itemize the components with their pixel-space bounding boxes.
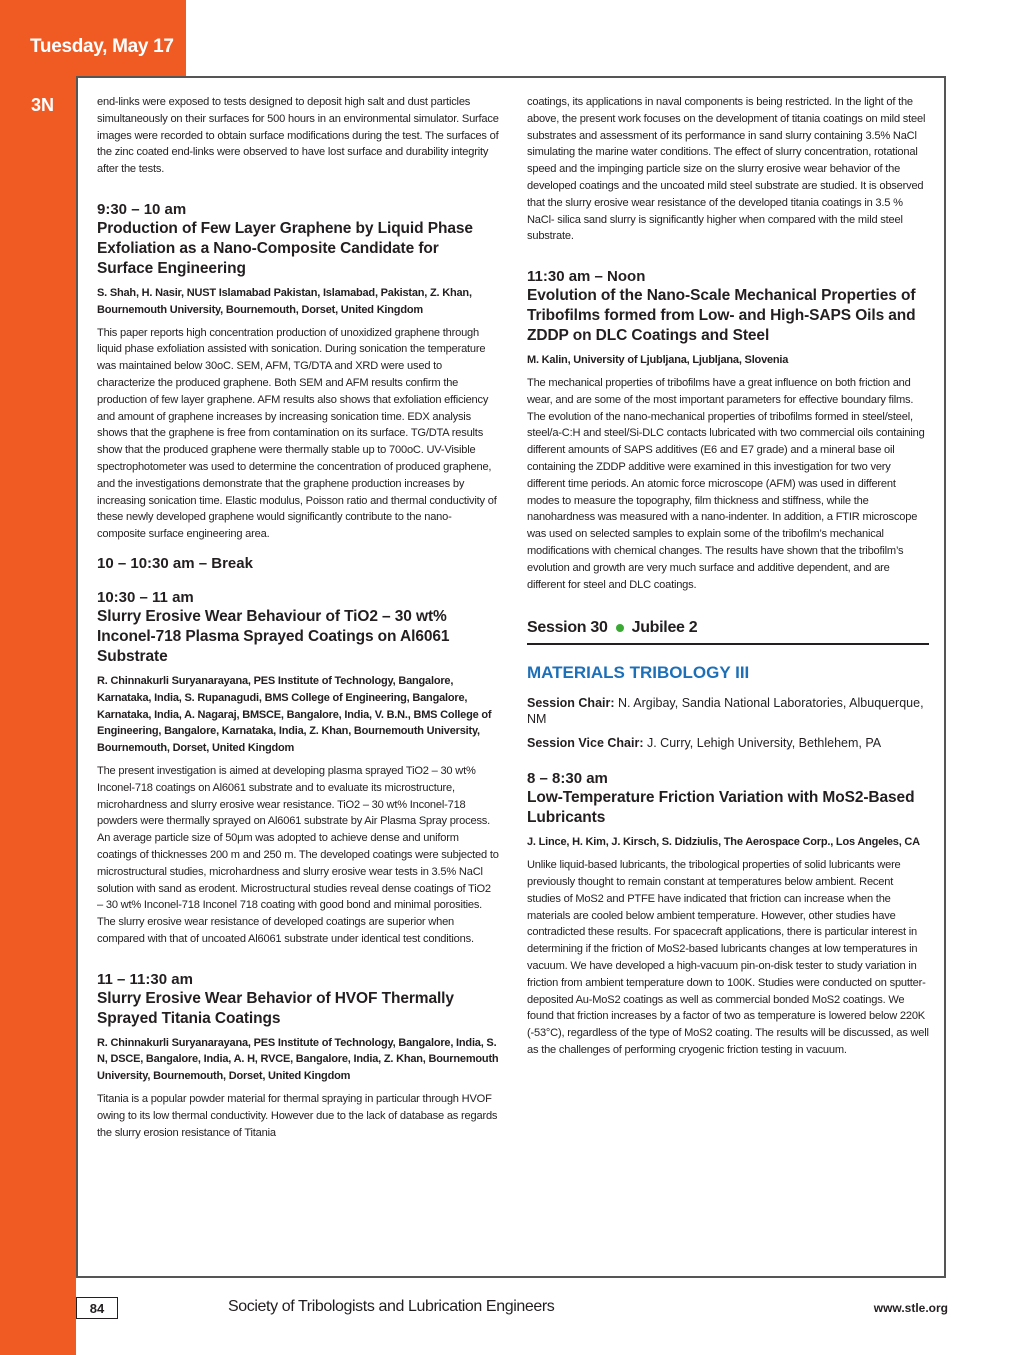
talk-abstract: Titania is a popular powder material for thermal spraying in particular through HVOF owing to its low thermal conductivity. However due to the lack of database as regards the slurry erosion resistance of Titania <box>97 1093 498 1139</box>
talk-abstract: The present investigation is aimed at developing plasma sprayed TiO2 – 30 wt% Inconel-718 coatings on Al6061 substrate and to evaluate its microstructure, microhardness and slurry erosive wear resistance. TiO2 – 30 wt% Inconel-718 powders were thermally sprayed on Al6061 substrate by Air Plasma Spray process. An average particle size of 50μm was adopted to achieve dense and uniform coatings of thicknesses 200 m and 250 m. The developed coatings were subjected to microstructural studies, microhardness and slurry erosive wear tests in 3.5% NaCl solution with sand as erodent. Microstructural studies reveal dense coatings of TiO2 – 30 wt% Inconel-718 Inconel 718 coating with good bond and minimal porosities. The slurry erosive wear resistance of developed coatings are superior when compared with that of uncoated Al6061 substrate under identical test conditions. <box>97 764 499 945</box>
session-room: Jubilee 2 <box>631 619 698 637</box>
session-title: MATERIALS TRIBOLOGY III <box>527 663 750 683</box>
session-vice-chair-name: J. Curry, Lehigh University, Bethlehem, PA <box>646 736 882 751</box>
continued-text: coatings, its applications in naval components is being restricted. In the light of the above, the present work focuses on the development of titania coatings on mild steel substrates and assessment of its performance in sand slurry containing 3.5% NaCl simulating the marine water conditions. The effect of slurry concentration, rotational speed and the impinging particle size on the slurry erosive wear behavior of the developed coatings and the uncoated mild steel substrate are studied. It is observed that the slurry erosive wear resistance of the developed titania coatings in 3.5 % NaCl- silica sand slurry is significantly higher when compared with the mild steel substrate. <box>527 96 926 243</box>
day-label: Tuesday, May 17 <box>30 36 174 57</box>
footer-url[interactable]: www.stle.org <box>873 1301 948 1315</box>
talk-time: 11:30 am – Noon <box>527 268 646 286</box>
left-column <box>97 94 499 1153</box>
talk-abstract: This paper reports high concentration production of unoxidized graphene through liquid phase exfoliation assisted with sonication. During sonication the temperature was maintained below 30oC. SEM, AFM, TG/DTA and XRD were used to characterize the produced graphene. Both SEM and AFM results confirm the production of few layer graphene. AFM results also shows that exfoliation efficiency and amount of graphene increases by increasing sonication time. EDX analysis shows that the graphene is free from contamination on its surface. TG/DTA results show that the produced graphene were thermally stable up to 700oC. UV-Visible spectrophotometer was used to determine the concentration of produced graphene, and the investigations demonstrate that the graphene production increases by increasing sonication time. Elastic modulus, Poisson ratio and thermal conductivity of these newly developed graphene would significantly contribute to the nano-composite surface engineering area. <box>97 326 497 541</box>
talk-authors: S. Shah, H. Nasir, NUST Islamabad Pakistan, Islamabad, Pakistan, Z. Khan, Bournemouth University, Bournemouth, Dorset, United Kingdom <box>97 286 472 316</box>
talk-abstract: Unlike liquid-based lubricants, the tribological properties of solid lubricants were previously thought to remain constant at temperatures below ambient. Recent studies of MoS2 and PTFE have indicated that friction can increase when the materials are cooled below ambient temperature. However, other studies have contradicted these results. For spacecraft applications, there is particular interest in determining if the friction of MoS2-based lubricants changes at low temperatures in vacuum. We have developed a high-vacuum pin-on-disk tester to study variation in friction from ambient temperature down to 100K. Studies were conducted on sputter-deposited Au-MoS2 coatings as well as commercial bonded MoS2 coatings. We found that friction increases by a factor of two as temperature is lowered below 220K (-53°C), regardless of the type of MoS2 coating. The results will be discussed, as well as the challenges of performing cryogenic friction testing in vacuum. <box>527 859 929 1056</box>
talk-time: 10:30 – 11 am <box>97 588 194 606</box>
session-chair-label: Session Chair: <box>527 696 615 711</box>
talk-authors: R. Chinnakurli Suryanarayana, PES Institute of Technology, Bangalore, Karnataka, India, S. Rupanagudi, BMS College of Engineering, Bangalore, Karnataka, India, A. Nagaraj, BMSCE, Bangalore, India, V. B.N., BMS College of Engineering, Bangalore, Karnataka, India, Z. Khan, Bournemouth University, Bournemouth, Dorset, United Kingdom <box>97 674 492 755</box>
talk-abstract: The mechanical properties of tribofilms have a great influence on both friction and wear, and are some of the most important parameters for effective boundary films. The evolution of the nano-mechanical properties of tribofilms formed in steel/steel, steel/a-C:H and steel/Si-DLC contacts lubricated with two commercial oils containing different amounts of SAPS additives (E6 and E7 grade) and a mineral base oil containing the ZDDP additive were examined in this investigation for two very different time periods. An atomic force microscope (AFM) was used in different modes to measure the topography, film thickness and stiffness, while the nanohardness was measured with a nano-indenter. In addition, a FTIR microscope was used on selected samples to explain some of the tribofilm’s mechanical modifications with chemical changes. The results have shown that the tribofilm’s evolution and growth are very much surface and additive dependent, and are different for steel and DLC coatings. <box>527 376 925 591</box>
right-column <box>527 94 929 1071</box>
talk-authors: M. Kalin, University of Ljubljana, Ljubljana, Slovenia <box>527 354 789 367</box>
talk-time: 8 – 8:30 am <box>527 770 608 788</box>
talk-time: 9:30 – 10 am <box>97 200 187 218</box>
talk-title: Evolution of the Nano-Scale Mechanical Properties of Tribofilms formed from Low- and High-SAPS Oils and ZDDP on DLC Coatings and Steel <box>527 287 916 345</box>
section-tab: 3N <box>31 95 55 115</box>
talk-authors: J. Lince, H. Kim, J. Kirsch, S. Didziulis, The Aerospace Corp., Los Angeles, CA <box>527 836 920 849</box>
bullet-dot-icon <box>616 624 624 632</box>
session-chair-name: N. Argibay, Sandia National Laboratories, Albuquerque, NM <box>527 696 924 727</box>
orange-side-band <box>0 0 76 1355</box>
talk-title: Slurry Erosive Wear Behaviour of TiO2 – 30 wt% Inconel-718 Plasma Sprayed Coatings on Al6061 Substrate <box>97 607 450 665</box>
talk-authors: R. Chinnakurli Suryanarayana, PES Institute of Technology, Bangalore, India, S. N, DSCE, Bangalore, India, A. H, RVCE, Bangalore, India, Z. Khan, Bournemouth University, Bournemouth, Dorset, United Kingdom <box>97 1036 499 1083</box>
talk-title: Slurry Erosive Wear Behavior of HVOF Thermally Sprayed Titania Coatings <box>97 989 454 1027</box>
session-chair <box>527 695 929 727</box>
session-header <box>527 619 929 645</box>
session-vice-chair <box>527 735 929 751</box>
talk-title: Low-Temperature Friction Variation with MoS2-Based Lubricants <box>527 789 915 827</box>
break-heading: 10 – 10:30 am – Break <box>97 554 253 572</box>
footer-organization: Society of Tribologists and Lubrication Engineers <box>228 1298 555 1315</box>
talk-time: 11 – 11:30 am <box>97 970 193 988</box>
session-number: Session 30 <box>527 619 608 637</box>
page-number: 84 <box>76 1297 118 1319</box>
talk-title: Production of Few Layer Graphene by Liquid Phase Exfoliation as a Nano-Composite Candidate for Surface Engineering <box>97 219 473 277</box>
session-vice-chair-label: Session Vice Chair: <box>527 736 644 751</box>
intro-text: end-links were exposed to tests designed to deposit high salt and dust particles simultaneously on their surfaces for 500 hours in an environmental simulator. Surface images were recorded to obtain surface modifications during the test. The surfaces of the zinc coated end-links were observed to have lost surface and durability integrity after the tests. <box>97 96 499 176</box>
